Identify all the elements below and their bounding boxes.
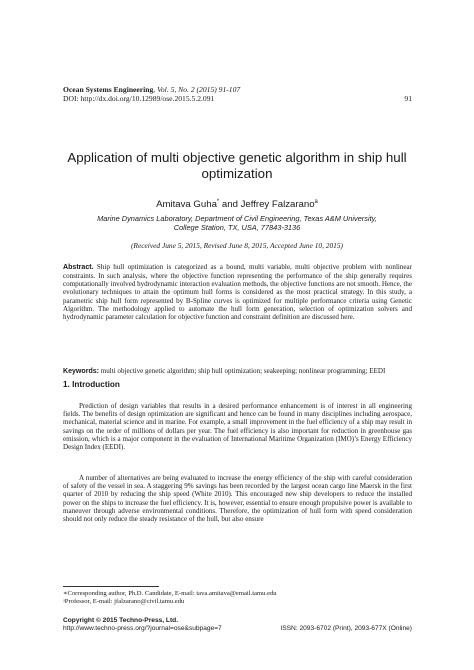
author-list <box>63 196 411 211</box>
article-title: Application of multi objective genetic algorithm in ship hull optimization <box>67 150 407 181</box>
author1-footnote-mark: * <box>216 199 220 205</box>
copyright-notice: Copyright © 2015 Techno-Press, Ltd. <box>63 617 179 624</box>
affiliation-line-1: Marine Dynamics Laboratory, Department of Civil Engineering, Texas A&M University, <box>97 214 377 223</box>
intro-paragraph-1: Prediction of design variables that results in a desired performance enhancement is of interest in all engineering fields. The benefits of design optimization are significant and hence can be found in many disciplines including aerospace, mechanical, material science and in marine. For example, a small improvement in the fuel efficiency of a ship may result in savings on the order of millions of dollars per year. The fuel efficiency is also important for reduction in greenhouse gas emission, which is a major component in the evaluation of International Maritime Organization (IMO)’s Energy Efficiency Design Index (EEDI). <box>63 402 412 452</box>
journal-citation <box>63 85 240 94</box>
intro-paragraph-2: A number of alternatives are being evaluated to increase the energy efficiency of the ship with careful consideration of safety of the vessel in sea. A staggering 9% savings has been recorded by the largest ocean cargo line Maersk in the first quarter of 2010 by reducing the ship speed (White 2010). This encouraged new ship developers to reduce the installed power on the ships to increase the fuel efficiency. It is, however, essential to ensure enough propulsive power is available to maneuver through adverse environmental conditions. Therefore, the optimization of hull form with speed consideration should not only reduce the steady resistance of the hull, but also ensure <box>63 474 412 524</box>
footnote-corresponding-author: ∗Corresponding author, Ph.D. Candidate, E-mail: tava.amitava@email.tamu.edu <box>63 590 277 597</box>
affiliation-line-2: College Station, TX, USA, 77843-3136 <box>173 223 301 233</box>
abstract-label: Abstract. <box>63 264 94 271</box>
journal-name: Ocean Systems Engineering <box>63 85 154 94</box>
page-number: 91 <box>404 94 412 103</box>
received-dates: (Received June 5, 2015, Revised June 8, 2015, Accepted June 10, 2015) <box>130 241 344 250</box>
issn-info: ISSN: 2093-6702 (Print), 2093-677X (Online) <box>280 625 412 632</box>
section-heading-introduction: 1. Introduction <box>63 380 120 389</box>
doi-link[interactable]: DOI: http://dx.doi.org/10.12989/ose.2015.5.2.091 <box>63 94 215 103</box>
footnote-professor: ᵃProfessor, E-mail: jfalzarano@civil.tamu.edu <box>63 598 185 605</box>
author2-footnote-mark: a <box>314 199 318 205</box>
publisher-url[interactable]: http://www.techno-press.org/?journal=ose&subpage=7 <box>63 625 222 632</box>
author-falzarano: and Jeffrey Falzarano <box>219 199 315 211</box>
keywords-label: Keywords: <box>63 368 100 375</box>
abstract <box>63 263 412 321</box>
footnote-divider <box>63 586 159 587</box>
abstract-text: Ship hull optimization is categorized as a bound, multi variable, multi objective problem with nonlinear constraints. In such analysis, where the objective function representing the performance of the ship generally requires computationally involved hydrodynamic interaction evaluation methods, the objective functions are not smooth. Hence, the evolutionary techniques to attain the optimum hull forms is considered as the most practical strategy. In this study, a parametric ship hull form represented by B-Spline curves is optimized for multiple performance criteria using Genetic Algorithm. The methodology applied to automate the hull form generation, selection of optimization solvers and hydrodynamic parameter calculation for objective function and constraint definition are discussed here. <box>63 263 412 321</box>
affiliation <box>63 214 411 233</box>
author-guha: Amitava Guha <box>156 199 217 211</box>
keywords <box>63 367 412 376</box>
journal-issue: , Vol. 5, No. 2 (2015) 91-107 <box>153 85 241 94</box>
keywords-text: multi objective genetic algorithm; ship hull optimization; seakeeping; nonlinear programming; EEDI <box>99 367 386 375</box>
